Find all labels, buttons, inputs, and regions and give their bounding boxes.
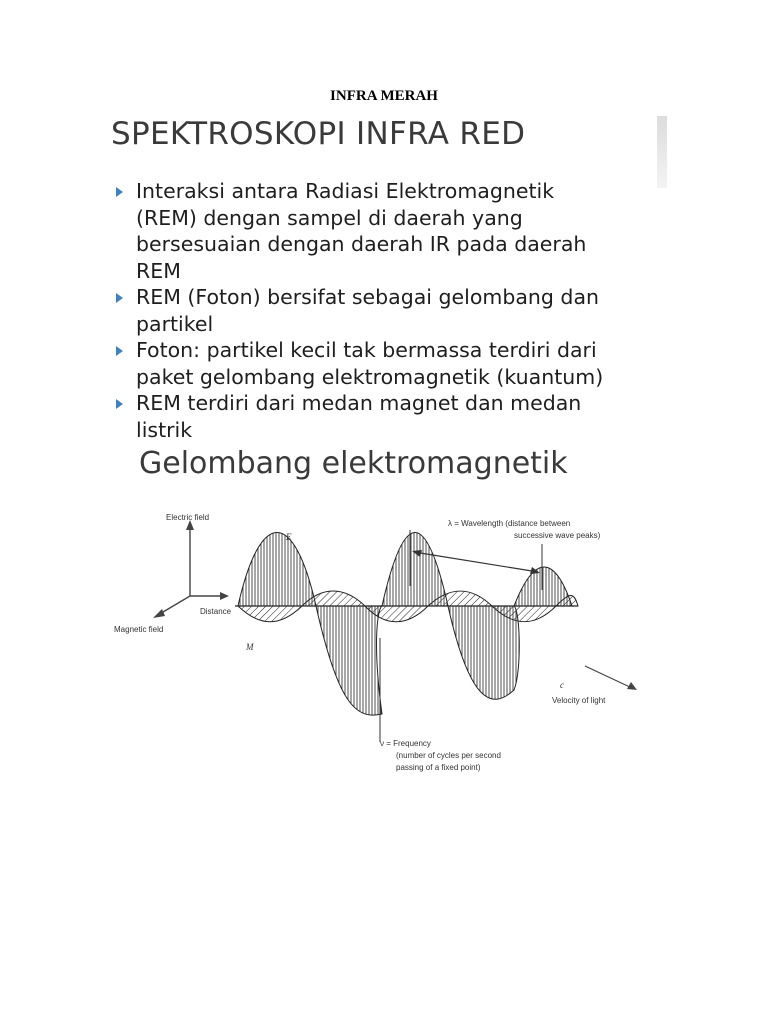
bullet-text: REM (Foton) bersifat sebagai gelombang dan partikel [136, 285, 600, 336]
document-title: INFRA MERAH [330, 88, 438, 104]
bullet-arrow-icon [116, 399, 123, 409]
e-symbol-label: E [286, 532, 292, 542]
diagram-heading: Gelombang elektromagnetik [139, 446, 568, 481]
bullet-text: Foton: partikel kecil tak bermassa terdiri dari paket gelombang elektromagnetik (kuantum) [136, 338, 604, 389]
c-symbol-label: c [560, 680, 564, 690]
frequency-label-line3: passing of a fixed point) [396, 763, 481, 772]
bullet-text: REM terdiri dari medan magnet dan medan listrik [136, 391, 582, 442]
slide-heading: SPEKTROSKOPI INFRA RED [111, 116, 526, 152]
wavelength-label-line2: successive wave peaks) [514, 531, 601, 540]
frequency-label-line1: ν = Frequency [380, 739, 431, 748]
bullet-arrow-icon [116, 346, 123, 356]
magnetic-axis-arrow-icon [153, 609, 165, 618]
bullet-item [116, 178, 676, 284]
bullet-text: Interaksi antara Radiasi Elektromagnetik (REM) dengan sampel di daerah yang bersesuaian dengan daerah IR pada daerah REM [136, 179, 587, 283]
bullet-list [116, 178, 676, 443]
velocity-arrow [585, 666, 632, 688]
bullet-arrow-icon [116, 293, 123, 303]
bullet-arrow-icon [116, 187, 123, 197]
m-symbol-label: M [246, 642, 254, 652]
bullet-item [116, 284, 676, 337]
velocity-label: Velocity of light [552, 696, 606, 705]
frequency-label-line2: (number of cycles per second [396, 751, 501, 760]
wavelength-label-line1: λ = Wavelength (distance between [448, 519, 571, 528]
distance-label: Distance [200, 607, 232, 616]
bullet-item [116, 390, 676, 443]
bullet-item [116, 337, 676, 390]
electric-wave [238, 533, 572, 716]
em-wave-diagram [110, 500, 650, 790]
distance-axis-arrow-icon [220, 592, 229, 600]
magnetic-field-label: Magnetic field [114, 625, 164, 634]
electric-field-label: Electric field [166, 513, 210, 522]
